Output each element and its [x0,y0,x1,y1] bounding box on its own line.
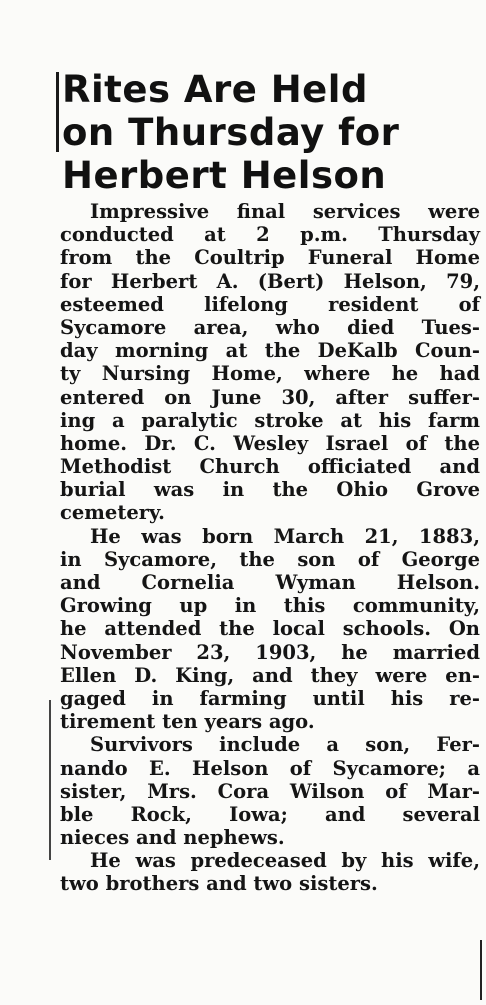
text-line: for Herbert A. (Bert) Helson, 79, [60,269,480,293]
text-line: two brothers and two sisters. [60,872,378,896]
paragraph-4 [60,849,480,895]
text-line: tirement ten years ago. [60,710,315,734]
text-line: cemetery. [60,501,165,525]
text-line: Survivors include a son, Fer- [90,733,480,757]
text-line: he attended the local schools. On [60,617,480,641]
text-line: day morning at the DeKalb Coun- [60,339,480,363]
text-line: Impressive final services were [90,200,480,223]
text-line: Sycamore area, who died Tues- [60,315,480,339]
headline-line-3: Herbert Helson [62,154,387,197]
text-line: ing a paralytic stroke at his farm [60,408,480,432]
text-line: Growing up in this community, [60,594,480,618]
text-line: entered on June 30, after suffer- [60,385,480,409]
paragraph-1 [60,200,480,525]
text-line: Ellen D. King, and they were en- [60,663,480,687]
text-line: nando E. Helson of Sycamore; a [60,756,480,780]
column-rule-right [480,940,482,1000]
text-line: nieces and nephews. [60,826,285,850]
text-line: gaged in farming until his re- [60,686,480,710]
text-line: esteemed lifelong resident of [60,292,480,316]
text-line: He was predeceased by his wife, [90,849,480,873]
text-line: and Cornelia Wyman Helson. [60,571,480,594]
text-line: ty Nursing Home, where he had [60,362,480,386]
text-line: burial was in the Ohio Grove [60,478,480,502]
text-line: from the Coultrip Funeral Home [60,246,480,270]
text-line: He was born March 21, 1883, [90,524,480,548]
text-line: Methodist Church officiated and [60,455,480,479]
paragraph-2 [60,525,480,734]
text-line: home. Dr. C. Wesley Israel of the [60,431,480,455]
text-line: in Sycamore, the son of George [60,547,480,571]
headline [62,68,462,197]
column-rule-left-lower [49,700,51,860]
headline-line-1: Rites Are Held [62,68,368,111]
text-line: November 23, 1903, he married [60,640,480,664]
text-line: conducted at 2 p.m. Thursday [60,223,480,247]
article-body [60,200,480,896]
headline-line-2: on Thursday for [62,111,400,154]
column-rule-left [56,72,59,152]
text-line: ble Rock, Iowa; and several [60,802,480,826]
paragraph-3 [60,733,480,849]
text-line: sister, Mrs. Cora Wilson of Mar- [60,779,480,803]
